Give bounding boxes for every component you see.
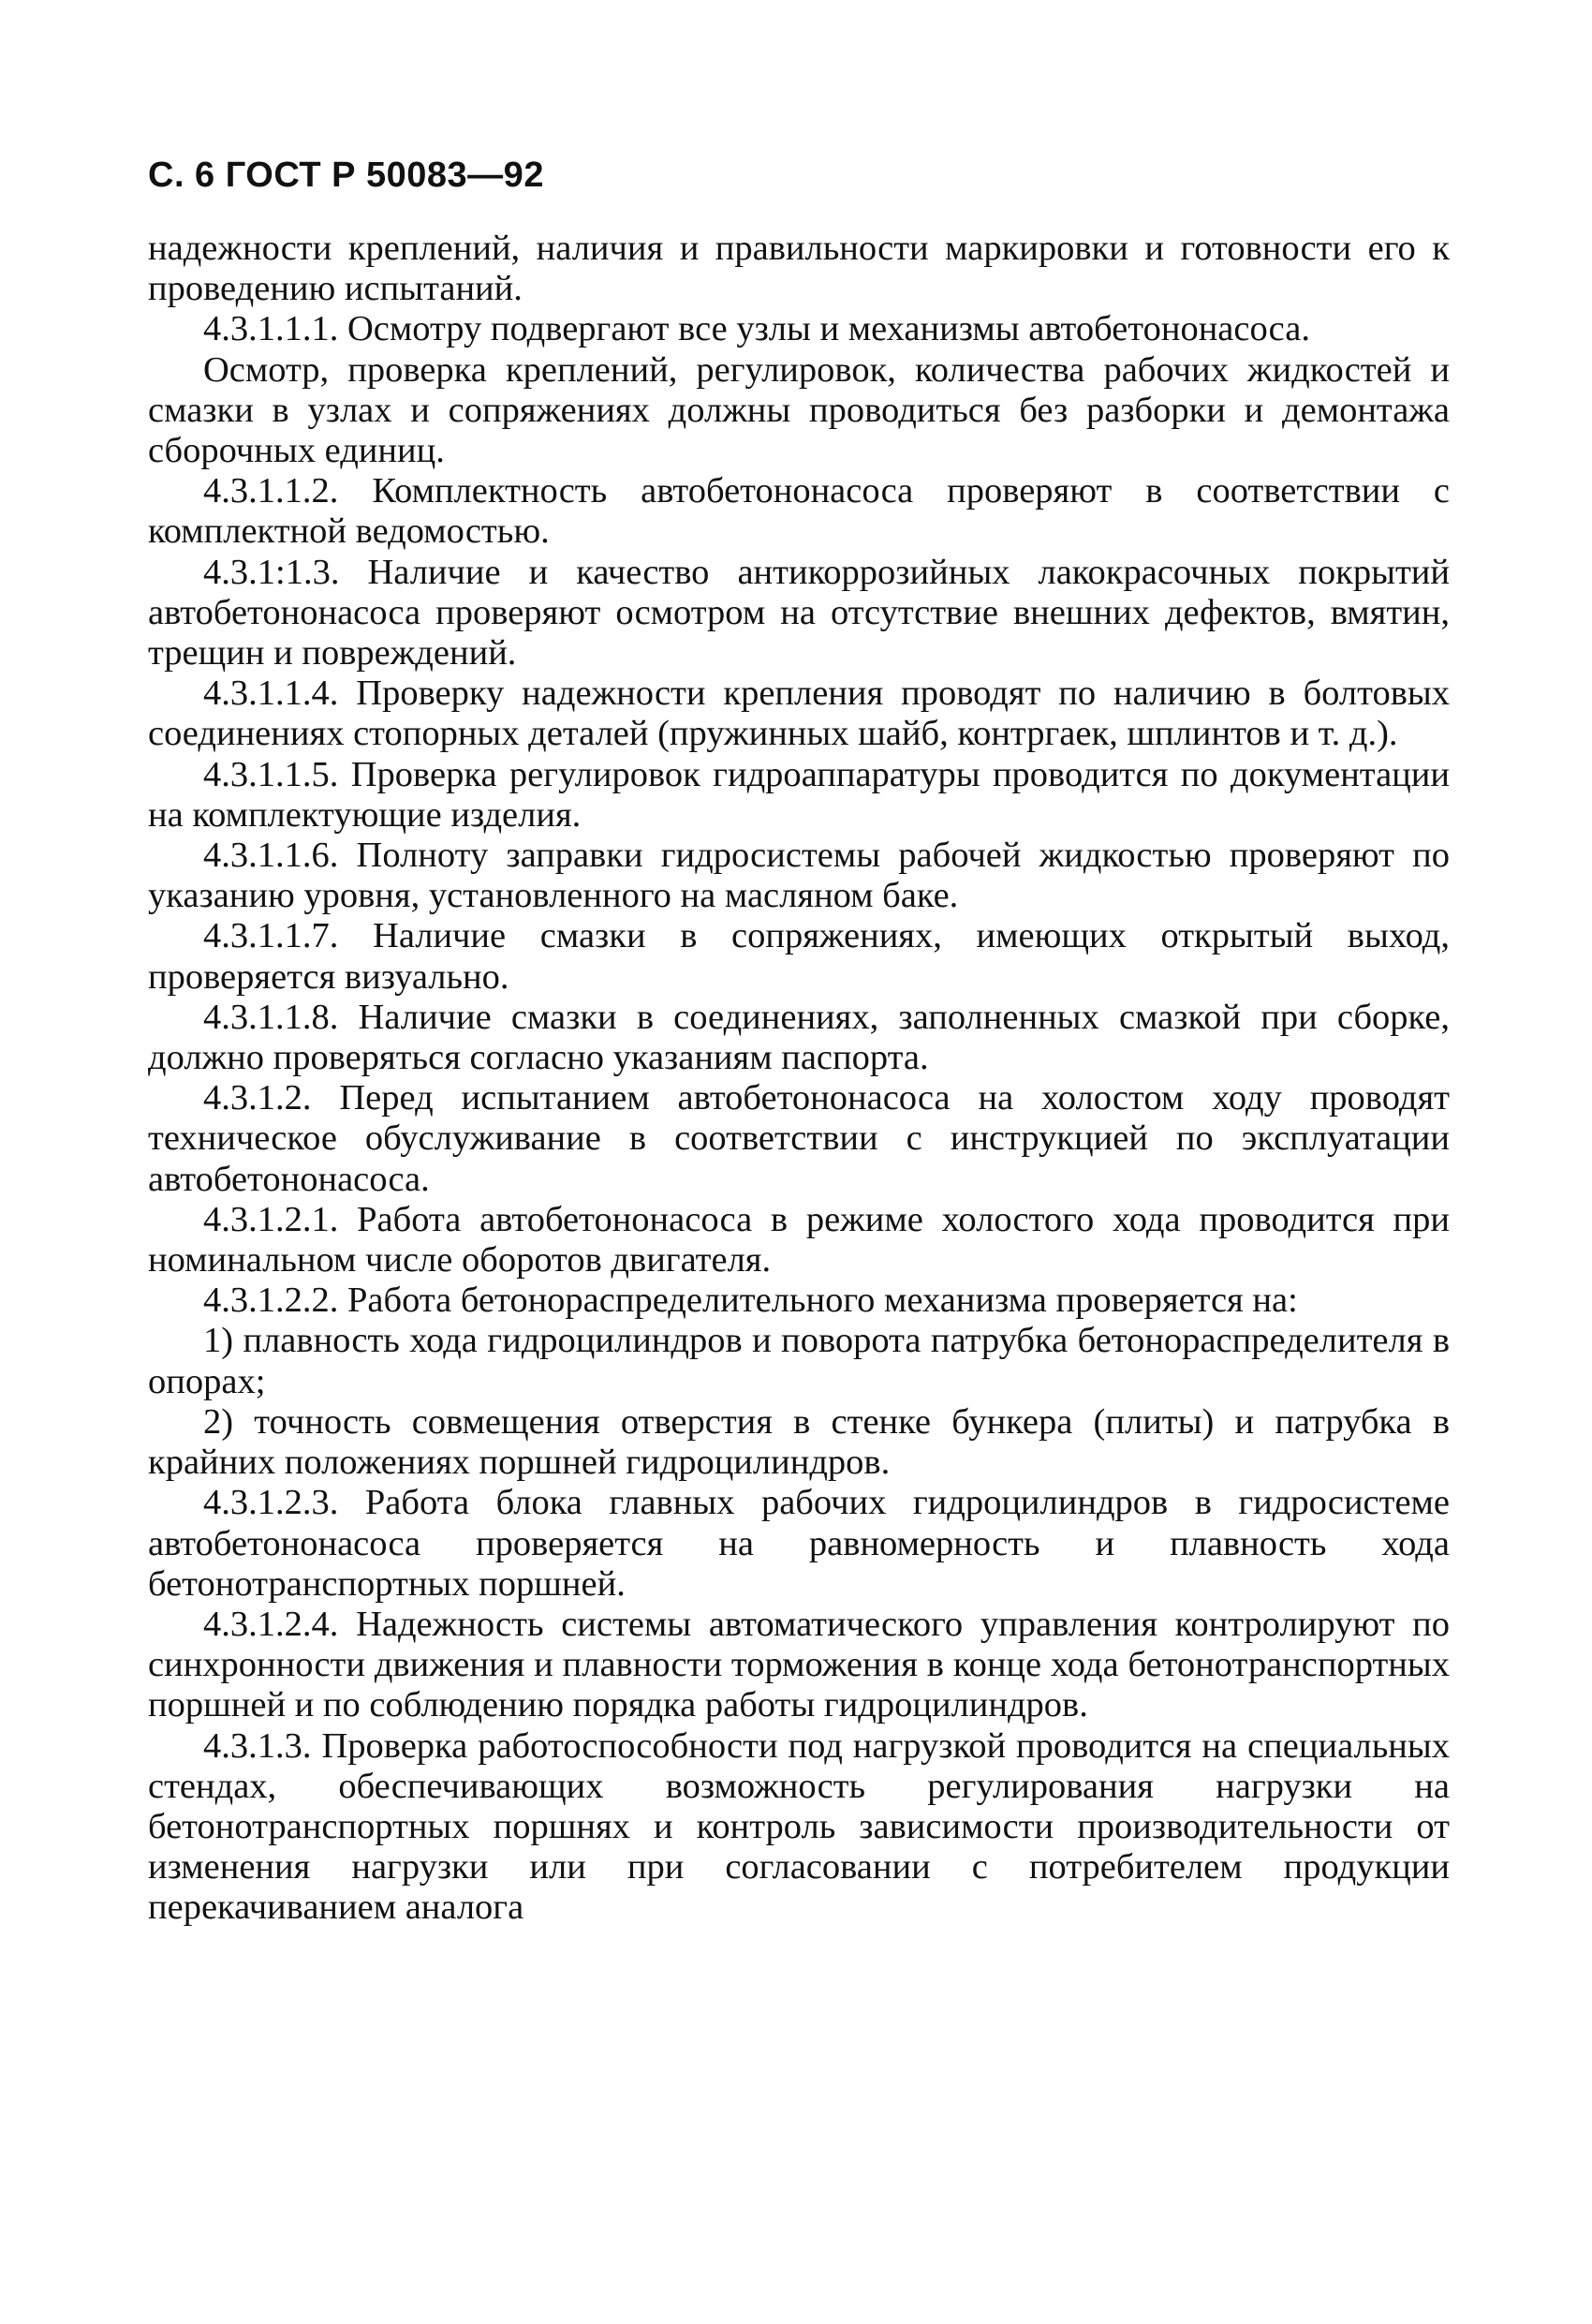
document-page [148,157,1450,1929]
paragraph-4-3-1-3: 4.3.1.3. Проверка работоспособности под нагрузкой проводится на специальных стендах, обеспечивающих возможность регулирования нагрузки на бетонотранспортных поршнях и контроль зависимости производительности от изменения нагрузки или при согласовании с потребителем продукции перекачиванием аналога [148,1725,1450,1928]
list-item-1: 1) плавность хода гидроцилиндров и поворота патрубка бетонораспределителя в опорах; [148,1321,1450,1401]
document-body [148,229,1450,1929]
page-header: С. 6 ГОСТ Р 50083—92 [148,155,544,195]
paragraph-4-3-1-2-3: 4.3.1.2.3. Работа блока главных рабочих гидроцилиндров в гидросистеме автобетононасоса проверяется на равномерность и плавность хода бетонотранспортных поршней. [148,1483,1450,1604]
paragraph-4-3-1-2: 4.3.1.2. Перед испытанием автобетононасоса на холостом ходу проводят техническое обуслуживание в соответствии с инструкцией по эксплуатации автобетононасоса. [148,1078,1450,1199]
paragraph-4-3-1-2-1: 4.3.1.2.1. Работа автобетононасоса в режиме холостого хода проводится при номинальном числе оборотов двигателя. [148,1199,1450,1280]
paragraph-4-3-1-1-1: 4.3.1.1.1. Осмотру подвергают все узлы и механизмы автобетононасоса. [203,309,1310,349]
paragraph-4-3-1-1-2: 4.3.1.1.2. Комплектность автобетононасоса проверяют в соответствии с комплектной ведомостью. [148,471,1450,552]
paragraph-inspection-details: Осмотр, проверка креплений, регулировок, количества рабочих жидкостей и смазки в узлах и сопряжениях должны проводиться без разборки и демонтажа сборочных единиц. [148,349,1450,471]
paragraph-4-3-1-1-4: 4.3.1.1.4. Проверку надежности крепления проводят по наличию в болтовых соединениях стопорных деталей (пружинных шайб, контргаек, шплинтов и т. д.). [148,674,1450,754]
paragraph-4-3-1-2-2: 4.3.1.2.2. Работа бетонораспределительного механизма проверяется на: [203,1280,1298,1321]
paragraph-4-3-1-2-4: 4.3.1.2.4. Надежность системы автоматического управления контролируют по синхронности движения и плавности торможения в конце хода бетонотранспортных поршней и по соблюдению порядка работы гидроцилиндров. [148,1604,1450,1725]
paragraph-continuation: надежности креплений, наличия и правильности маркировки и готовности его к проведению испытаний. [148,229,1450,309]
paragraph-4-3-1-1-6: 4.3.1.1.6. Полноту заправки гидросистемы рабочей жидкостью проверяют по указанию уровня, установленного на масляном баке. [148,836,1450,916]
paragraph-4-3-1-1-8: 4.3.1.1.8. Наличие смазки в соединениях, заполненных смазкой при сборке, должно проверяться согласно указаниям паспорта. [148,997,1450,1078]
paragraph-4-3-1-1-5: 4.3.1.1.5. Проверка регулировок гидроаппаратуры проводится по документации на комплектующие изделия. [148,754,1450,835]
list-item-2: 2) точность совмещения отверстия в стенке бункера (плиты) и патрубка в крайних положениях поршней гидроцилиндров. [148,1401,1450,1483]
paragraph-4-3-1-1-3: 4.3.1:1.3. Наличие и качество антикоррозийных лакокрасочных покрытий автобетононасоса проверяют осмотром на отсутствие внешних дефектов, вмятин, трещин и повреждений. [148,552,1450,674]
paragraph-4-3-1-1-7: 4.3.1.1.7. Наличие смазки в сопряжениях, имеющих открытый выход, проверяется визуально. [148,916,1450,997]
